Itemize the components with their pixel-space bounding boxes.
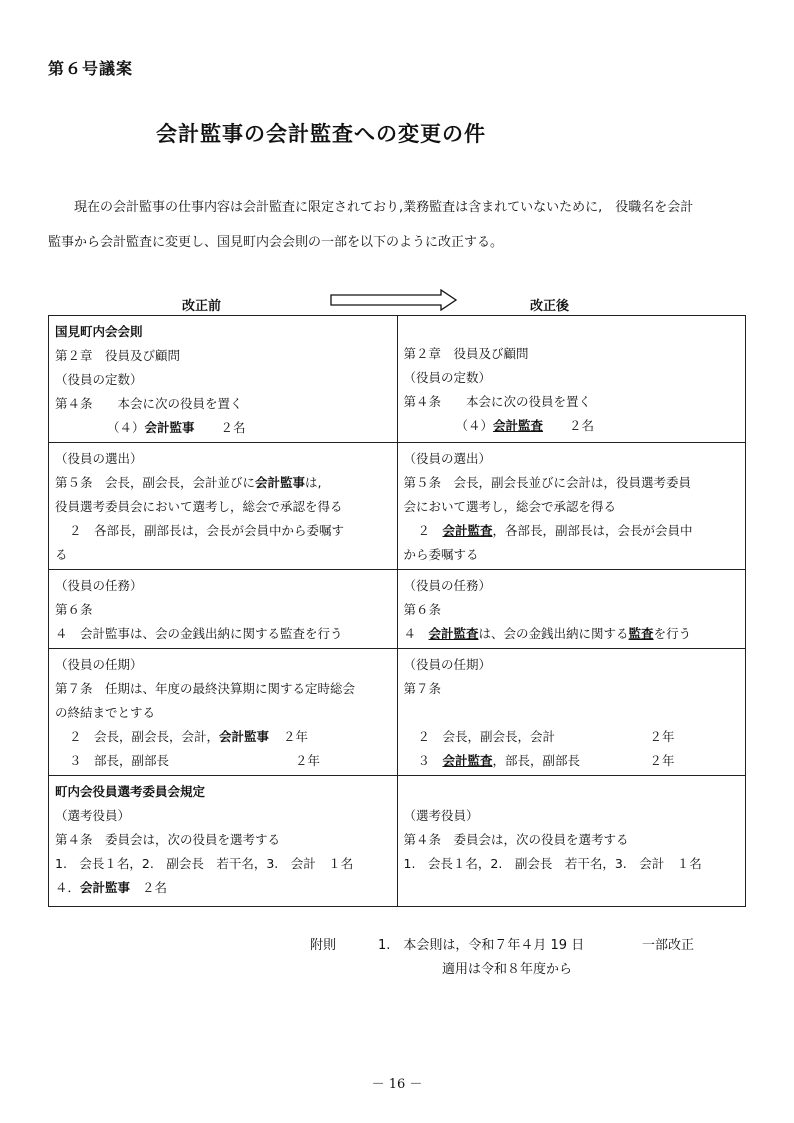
item-line — [404, 414, 740, 438]
before-cell — [49, 776, 398, 907]
section-heading: （役員の定数） — [403, 370, 492, 385]
text-line: 会において選考し，総会で承認を得る — [403, 499, 617, 514]
table-row — [49, 443, 746, 570]
text-line: る — [55, 547, 68, 562]
item-count: ２名 — [569, 418, 595, 433]
before-cell — [49, 316, 398, 443]
intro-line-1: 現在の会計監事の仕事内容は会計監査に限定されており,業務監査は含まれていないために, 役職名を会計 — [74, 200, 694, 215]
article-line: 第４条 本会に次の役員を置く — [55, 396, 243, 411]
text-line: 役員選考委員会において選考し，総会で承認を得る — [55, 499, 343, 514]
appendix-text: 1. 本会則は，令和７年４月 19 日 — [378, 938, 585, 953]
article-line: 第６条 — [55, 602, 93, 617]
chapter-line: 第２章 役員及び顧問 — [403, 346, 529, 361]
table-row — [49, 776, 746, 907]
article-line: 第６条 — [403, 602, 442, 617]
text-fragment: ２ 会長，副会長，会計 — [417, 729, 556, 744]
section-heading: （役員の任期） — [55, 657, 143, 672]
regulation-heading: 町内会役員選考委員会規定 — [55, 784, 206, 799]
term-new: 会計監査 — [428, 626, 479, 641]
label-before: 改正前 — [182, 299, 222, 314]
appendix — [310, 934, 694, 982]
text-line — [55, 876, 391, 900]
appendix-line-1 — [310, 934, 694, 958]
after-cell — [397, 570, 746, 649]
article-line: 第４条 委員会は，次の役員を選考する — [403, 832, 629, 847]
text-line: ４ 会計監事は、会の金銭出納に関する監査を行う — [55, 626, 343, 641]
text-line — [55, 749, 391, 773]
item-count: ２名 — [142, 880, 168, 895]
appendix-note: 一部改正 — [642, 938, 695, 953]
table-row — [49, 316, 746, 443]
text-fragment: ４． — [55, 880, 81, 895]
document-title: 会計監事の会計監査への変更の件 — [156, 122, 486, 146]
term-new: 会計監査 — [493, 418, 544, 433]
term-old: 会計監事 — [255, 475, 306, 490]
text-line — [404, 622, 740, 646]
text-fragment: は、会の金銭出納に関する — [478, 626, 629, 641]
text-fragment: 第５条 会長，副会長，会計並びに — [55, 475, 256, 490]
bylaws-heading: 国見町内会会則 — [55, 324, 143, 339]
text-fragment: は, — [305, 475, 322, 490]
right-arrow-icon — [330, 289, 458, 311]
table-row — [49, 649, 746, 776]
item-prefix: （４） — [107, 420, 145, 435]
before-cell — [49, 649, 398, 776]
term-new: 会計監査 — [442, 523, 493, 538]
table-row — [49, 570, 746, 649]
section-heading: （役員の選出） — [55, 451, 143, 466]
text-fragment: ３ 部長，副部長 — [69, 753, 170, 768]
text-line — [404, 519, 740, 543]
text-fragment: を行う — [653, 626, 692, 641]
text-fragment: ４ — [403, 626, 429, 641]
term-length: ２年 — [283, 729, 309, 744]
text-line: から委嘱する — [403, 547, 479, 562]
section-heading: （役員の任務） — [403, 578, 492, 593]
text-line — [55, 725, 391, 749]
agenda-number: 第６号議案 — [48, 59, 134, 78]
term-new: 監査 — [628, 626, 654, 641]
article-line: 第４条 本会に次の役員を置く — [403, 394, 592, 409]
article-line: 第７条 — [403, 681, 442, 696]
text-line: 1. 会長１名，2. 副会長 若干名，3. 会計 １名 — [55, 856, 354, 871]
section-heading: （役員の任期） — [403, 657, 492, 672]
intro-line-2: 監事から会計監査に変更し、国見町内会会則の一部を以下のように改正する。 — [48, 235, 504, 250]
term-old: 会計監事 — [80, 880, 131, 895]
appendix-label: 附則 — [310, 938, 337, 953]
label-after: 改正後 — [530, 299, 570, 314]
after-cell — [397, 316, 746, 443]
text-fragment: ，各部長，副部長は，会長が会員中 — [492, 523, 693, 538]
item-line — [55, 416, 391, 440]
before-cell — [49, 570, 398, 649]
intro-paragraph — [48, 190, 748, 260]
text-line: ２ 各部長，副部長は，会長が会員中から委嘱す — [69, 523, 345, 538]
section-heading: （役員の定数） — [55, 372, 143, 387]
text-line: 第５条 会長，副会長並びに会計は，役員選考委員 — [403, 475, 692, 490]
article-line: 第４条 委員会は，次の役員を選考する — [55, 832, 281, 847]
text-fragment: ，部長，副部長 — [492, 753, 581, 768]
text-line — [55, 471, 391, 495]
text-line: の終結までとする — [55, 705, 156, 720]
before-cell — [49, 443, 398, 570]
section-heading: （役員の任務） — [55, 578, 143, 593]
appendix-line-2: 適用は令和８年度から — [442, 962, 573, 977]
term-old: 会計監事 — [219, 729, 270, 744]
text-fragment: ３ — [417, 753, 443, 768]
after-cell — [397, 776, 746, 907]
text-line — [404, 725, 740, 749]
text-fragment: ２ — [417, 523, 443, 538]
page-number: － 16 － — [371, 1077, 423, 1092]
term-new: 会計監査 — [442, 753, 493, 768]
section-heading: （選考役員） — [55, 808, 131, 823]
text-line: 第７条 任期は、年度の最終決算期に関する定時総会 — [55, 681, 356, 696]
text-line: 1. 会長１名，2. 副会長 若干名，3. 会計 １名 — [403, 856, 702, 871]
term-length: ２年 — [649, 753, 675, 768]
after-cell — [397, 649, 746, 776]
section-heading: （役員の選出） — [403, 451, 492, 466]
after-cell — [397, 443, 746, 570]
term-length: ２年 — [649, 729, 675, 744]
section-heading: （選考役員） — [403, 808, 479, 823]
comparison-table — [48, 315, 746, 907]
text-fragment: ２ 会長，副会長，会計， — [69, 729, 220, 744]
chapter-line: 第２章 役員及び顧問 — [55, 348, 181, 363]
term-old: 会計監事 — [144, 420, 195, 435]
item-count: ２名 — [220, 420, 246, 435]
text-line — [404, 749, 740, 773]
term-length: ２年 — [295, 753, 321, 768]
item-prefix: （４） — [455, 418, 494, 433]
